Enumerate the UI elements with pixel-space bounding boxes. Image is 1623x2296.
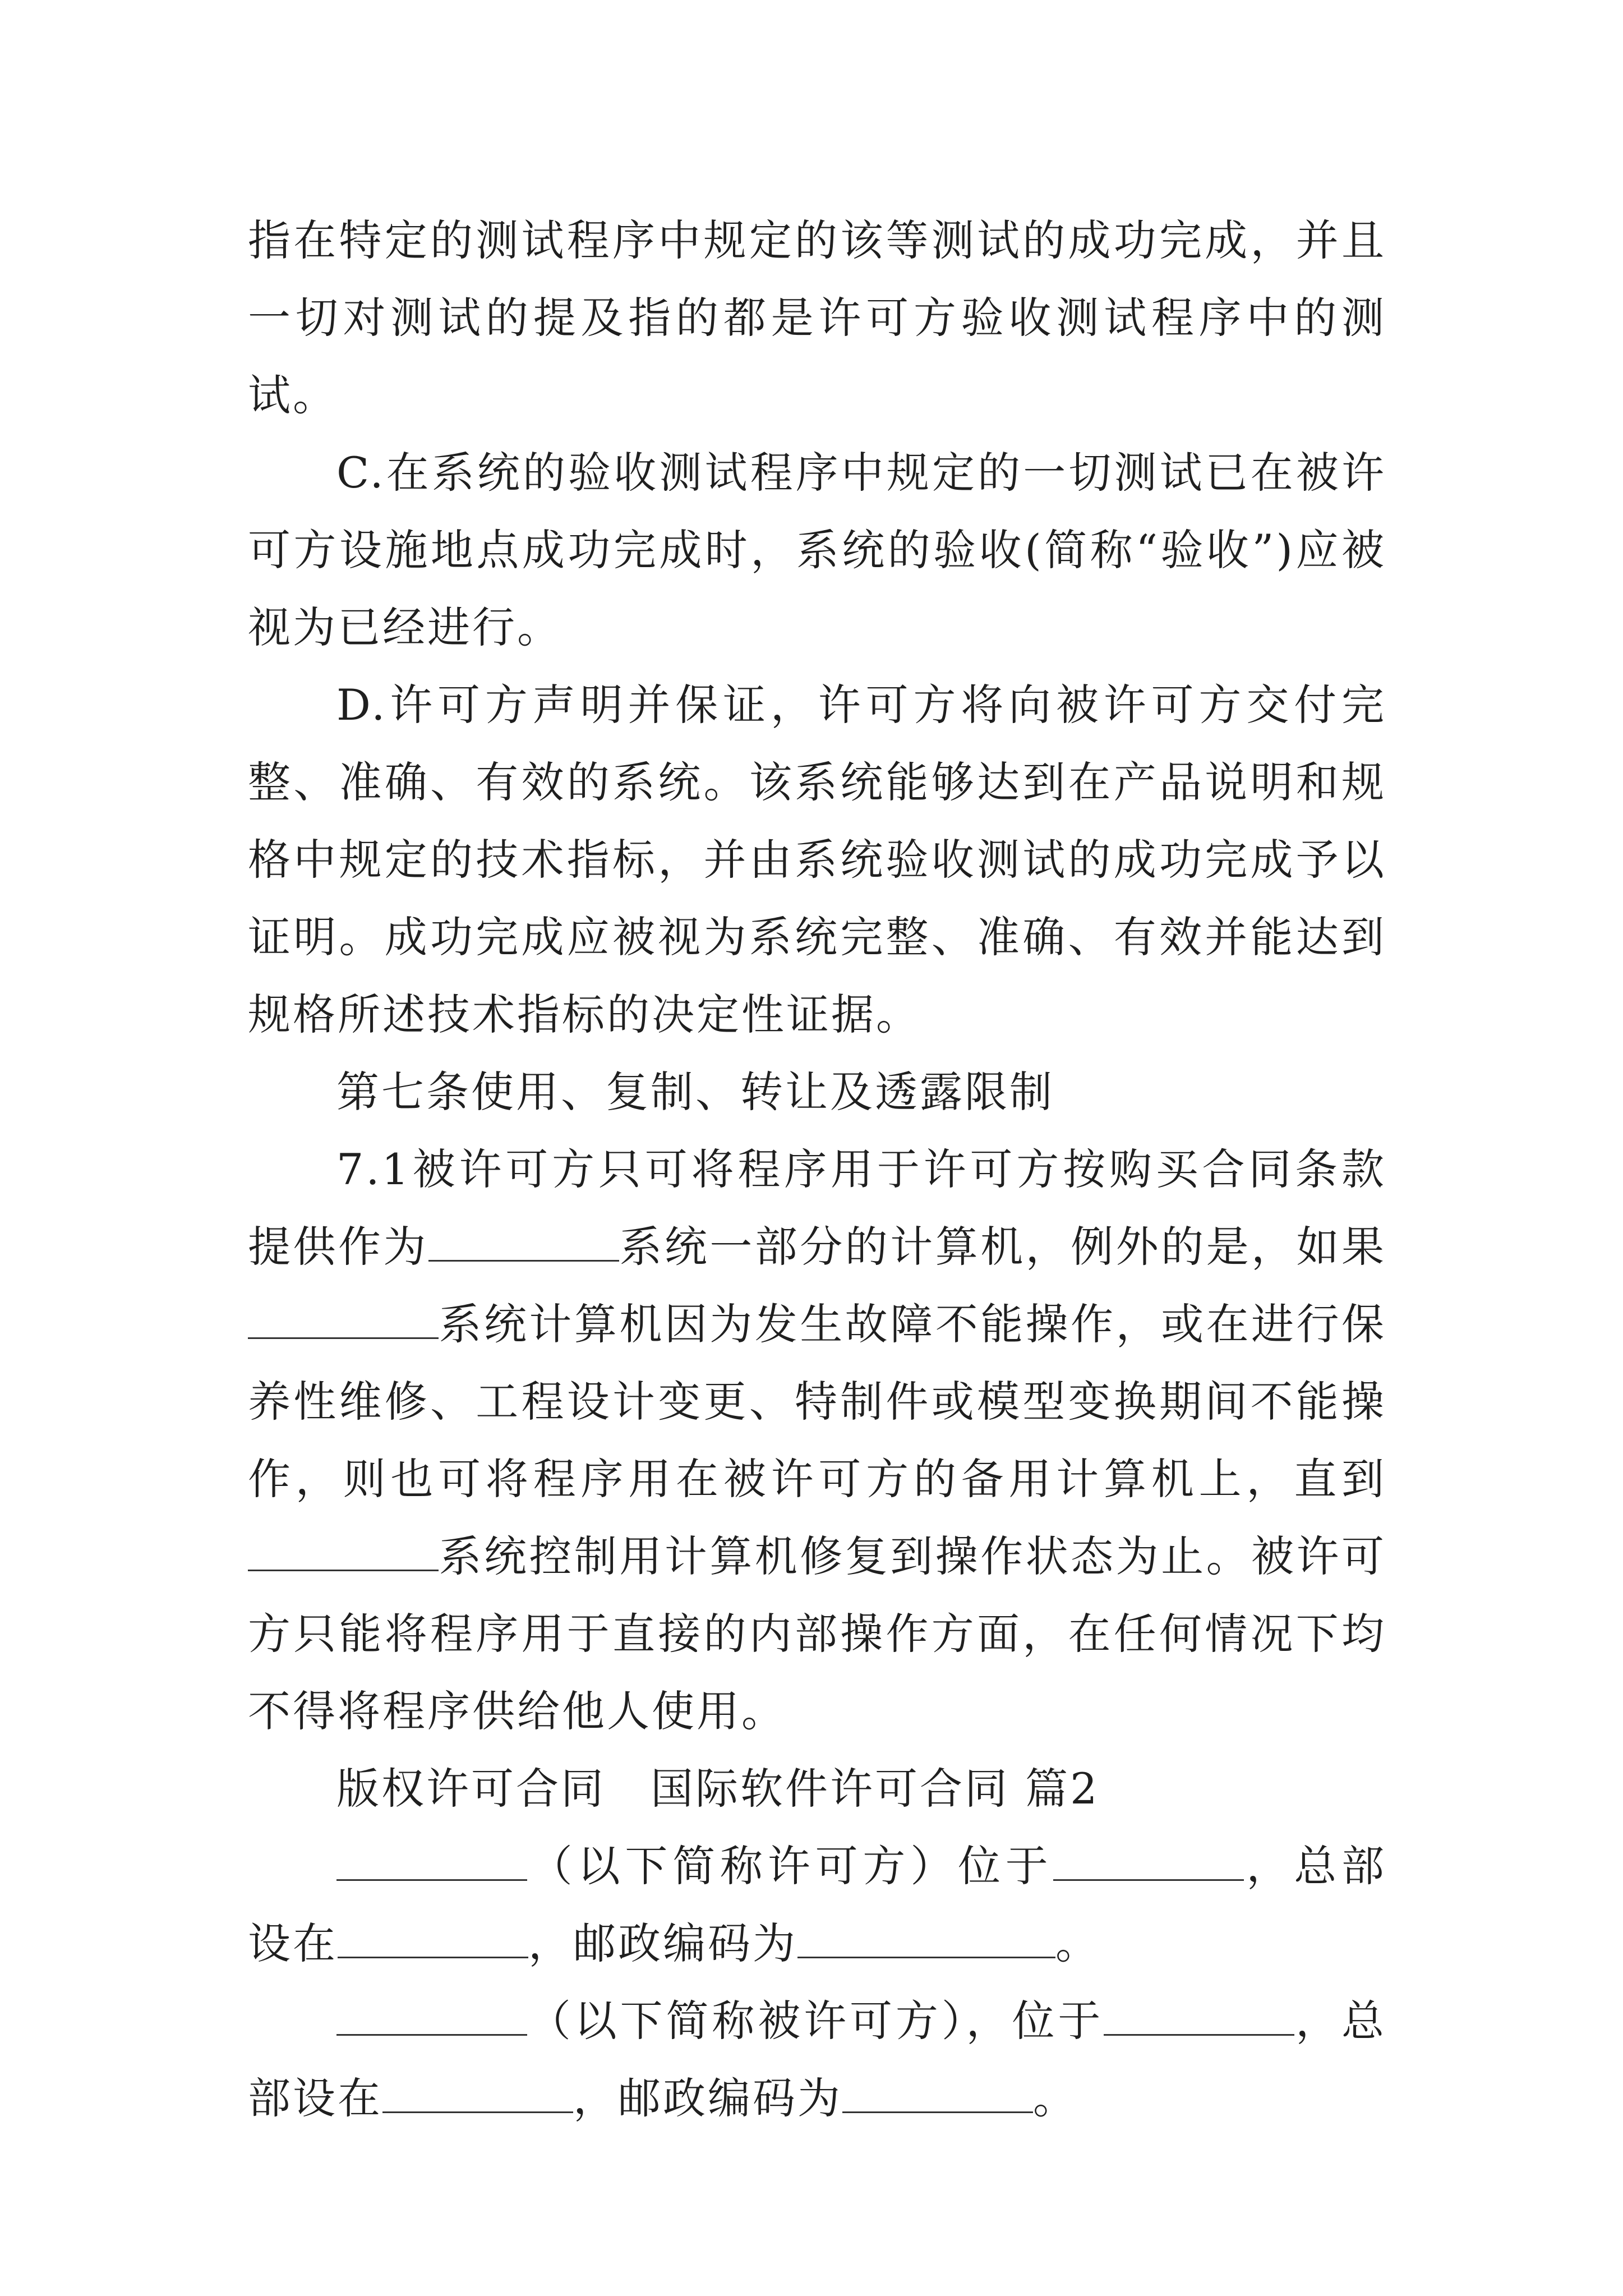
blank-line (842, 2072, 1033, 2113)
licensee-text-b: ，总部设在 (248, 1996, 1386, 2123)
clause-7-1-text-b: 系统一部分的计算机，例外的是，如果 (619, 1222, 1387, 1272)
section-heading-part-2: 版权许可合同 国际软件许可合同 篇2 (336, 1764, 1100, 1814)
blank-line (428, 1221, 619, 1262)
document-body (248, 202, 1386, 2137)
blank-line (248, 1530, 439, 1571)
paragraph-clause-7-1 (248, 1131, 1386, 1750)
blank-line (336, 1840, 527, 1881)
paragraph-clause-d: D.许可方声明并保证，许可方将向被许可方交付完整、准确、有效的系统。该系统能够达到在产品说明和规格中规定的技术指标，并由系统验收测试的成功完成予以证明。成功完成应被视为系统完整、准确、有效并能达到规格所述技术指标的决定性证据。 (248, 680, 1386, 1039)
licensor-text-a: （以下简称许可方）位于 (527, 1841, 1053, 1891)
blank-line (797, 1917, 1055, 1958)
licensee-text-c: ，邮政编码为 (573, 2073, 842, 2123)
blank-line (336, 1995, 527, 2036)
licensee-text-d: 。 (1033, 2073, 1078, 2123)
clause-7-1-text-a: 7.1被许可方只可将程序用于许可方按购买合同条款提供作为 (248, 1144, 1386, 1272)
licensee-text-a: （以下简称被许可方），位于 (527, 1996, 1104, 2046)
blank-line (338, 1917, 528, 1958)
blank-line (1104, 1995, 1294, 2036)
paragraph-test-definition: 指在特定的测试程序中规定的该等测试的成功完成，并且一切对测试的提及指的都是许可方验收测试程序中的测试。 (248, 215, 1386, 420)
paragraph-licensee-info (248, 1982, 1386, 2137)
blank-line (382, 2072, 573, 2113)
blank-line (248, 1298, 439, 1339)
clause-7-1-text-d: 系统控制用计算机修复到操作状态为止。被许可方只能将程序用于直接的内部操作方面，在任何情况下均不得将程序供给他人使用。 (248, 1531, 1386, 1736)
licensor-text-c: ，邮政编码为 (528, 1918, 797, 1968)
article-seven-heading: 第七条使用、复制、转让及透露限制 (336, 1067, 1054, 1117)
paragraph-clause-c: C.在系统的验收测试程序中规定的一切测试已在被许可方设施地点成功完成时，系统的验收(简称“验收”)应被视为已经进行。 (248, 448, 1386, 652)
blank-line (1053, 1840, 1244, 1881)
clause-7-1-text-c: 系统计算机因为发生故障不能操作，或在进行保养性维修、工程设计变更、特制件或模型变换期间不能操作，则也可将程序用在被许可方的备用计算机上，直到 (248, 1299, 1386, 1504)
paragraph-licensor-info (248, 1828, 1386, 1982)
licensor-text-b: ，总部设在 (248, 1841, 1387, 1968)
licensor-text-d: 。 (1055, 1918, 1100, 1968)
